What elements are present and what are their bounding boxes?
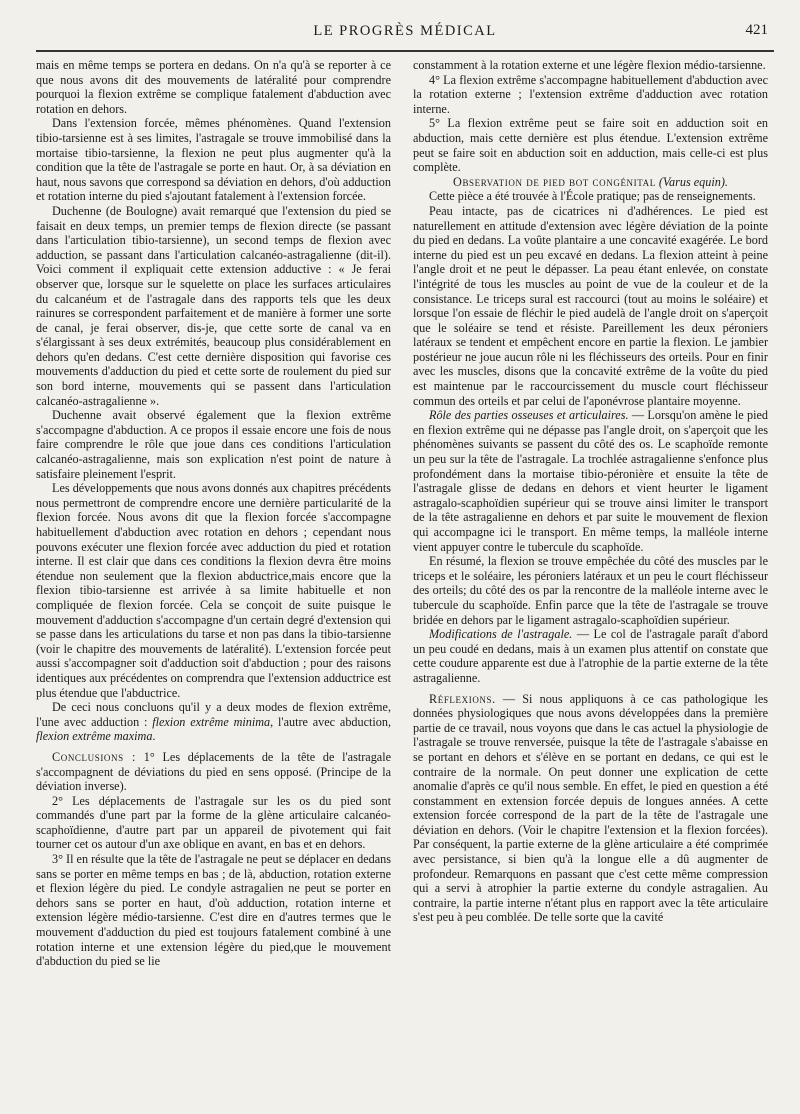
page-number: 421 xyxy=(745,22,768,38)
paragraph xyxy=(413,408,768,554)
page-header xyxy=(36,22,774,46)
reflexions-heading: Réflexions. xyxy=(429,691,496,706)
paragraph: 2° Les déplacements de l'astragale sur les os du pied sont commandés d'une part par la forme de la glène articulaire calcanéo-scaphoïdienne, d'autre part par un appareil de pivotement qui fait tourner cet os autour d'un axe oblique en avant, en bas et en dehors. xyxy=(36,793,391,852)
italic-run: flexion extrême minima xyxy=(152,714,271,729)
paragraph-conclusion xyxy=(36,700,391,744)
paragraph: 3° Il en résulte que la tête de l'astragale ne peut se déplacer en dedans sans se porter en même temps en bas ; de là, abduction, rotation externe et flexion légère du pied. Le condyle astragalien ne peut se porter en dehors sans se porter en haut, d'où adduction, rotation interne et extension légère médio-tarsienne. C'est dire en d'autres termes que le mouvement d'adduction du pied est toujours fatalement combiné à une rotation interne et une extension légère du pied,que le mouvement d'abduction du pied se lie xyxy=(36,852,391,969)
paragraph: 5° La flexion extrême peut se faire soit en adduction soit en abduction, mais cette dernière est plus étendue. L'extension extrême peut se faire soit en abduction soit en adduction, mais celle-ci est plus complète. xyxy=(413,116,768,175)
right-column xyxy=(413,58,768,969)
heading-text: Observation de pied bot congénital xyxy=(453,174,656,189)
paragraph: Dans l'extension forcée, mêmes phénomènes. Quand l'extension tibio-tarsienne est à ses limites, l'astragale se trouve immobilisé dans la mortaise tibio-tarsienne, la flexion ne peut plus augmenter qu'à la condition que la tête de l'astragale se porte en haut. Or, à sa déviation en haut, nous savons que correspond sa déviation en dehors, d'où adduction et rotation interne du pied s'ajoutant fatalement à l'extension forcée. xyxy=(36,116,391,204)
paragraph: En résumé, la flexion se trouve empêchée du côté des muscles par le triceps et le soléaire, les péroniers latéraux et un peu le court fléchisseur des orteils; du côté des os par la rencontre de la malléole interne avec le tubercule du scaphoïde. Enfin parce que la tête de l'astragale se trouve bridée en dehors par le ligament astragalo-scaphoïdien supérieur. xyxy=(413,554,768,627)
paragraph xyxy=(413,627,768,685)
text-run: — Si nous appliquons à ce cas pathologique les données physiologiques que nous avons développées dans la première partie de ce travail, nous voyons que dans le cas actuel la physiologie de l'astragale se trouve renversée, puisque la tête de l'astragale s'abaisse en se portant en dehors et s'élève en se portant en dedans, ce qui est le contraire de la normale. On peut donner une explication de cette anomalie d'après ce qu'il nous semble. En effet, le pied en question a été constamment en extension forcée depuis de longues années. A cette extension forcée correspond de la part de la tête de l'astragale une déviation en dehors. (Voir le chapitre l'extension et la flexion forcées). Par conséquent, la partie externe de la glène articulaire a été comprimée avec persistance, si bien qu'à la longue elle a dû augmenter de profondeur. Remarquons en passant que c'est cette même compression qui a servi à atrophier la partie externe du condyle astragalien. Au contraire, la partie interne n'étant plus en rapport avec la tête articulaire s'est peu à peu comblée. De telle sorte que la cavité xyxy=(413,691,768,925)
paragraph: Duchenne (de Boulogne) avait remarqué que l'extension du pied se faisait en deux temps, un premier temps de flexion directe (se passant dans l'articulation tibio-tarsienne), un second temps de flexion avec adduction, se passant dans l'articulation calcanéo-astragalienne (dit-il). Voici comment il expliquait cette extension adductive : « Je ferai observer que, lorsque sur le squelette on place les surfaces articulaires du calcanéum et de l'astragale dans des rapports tels que les deux rainures se correspondent parfaitement et de manière à former une sorte de canal, je ferai observer, dis-je, que cette sorte de canal va en s'élargissant à ses deux extrémités, beaucoup plus considérablement en dehors qu'en dedans. C'est cette dernière disposition qui favorise ces mouvements d'adduction du pied et cette sorte de roulement du pied sur son bord interne, mouvements qui se passent dans l'articulation calcanéo-astragalienne ». xyxy=(36,203,391,408)
text-run: De ceci nous concluons qu'il y a deux modes de flexion extrême, l'une avec adduction : xyxy=(36,700,391,729)
paragraph: Duchenne avait observé également que la flexion extrême s'accompagne d'abduction. A ce propos il essaie encore une fois de nous faire comprendre le rôle que joue dans ces conditions l'articulation calcanéo-astragalienne, mais son explication n'est point de nature à satisfaire pleinement l'esprit. xyxy=(36,408,391,481)
paragraph: constamment à la rotation externe et une légère flexion médio-tarsienne. xyxy=(413,58,766,72)
text-run: — Lorsqu'on amène le pied en flexion extrême qui ne dépasse pas l'angle droit, on s'aperçoit que les phénomènes suivants se passent du côté des os. Le scaphoïde remonte un peu sur la tête de l'astragale. La trochlée astragalienne s'enfonce plus profondément dans la mortaise tibio-péronière et ensuite la tête de l'astragale glisse de dedans en dehors et vient heurter le ligament astragalo-scaphoïdien supérieur qui se trouve ainsi limiter le transport de la tête astragalienne en dehors et par suite le mouvement de flexion qui accompagne ici le transport. En même temps, la malléole interne vient appuyer contre le tubercule du scaphoïde. xyxy=(413,408,768,554)
text-run: , l'autre avec abduction, xyxy=(270,714,392,729)
text-run: . xyxy=(152,729,156,744)
header-rule xyxy=(36,50,774,52)
paragraph: Les développements que nous avons donnés aux chapitres précédents nous permettront de comprendre encore une dernière particularité de la flexion forcée. Nous avons dit que la flexion forcée s'accompagne habituellement d'abduction avec rotation en dehors ; cependant nous pouvons exécuter une flexion forcée avec adduction du pied et rotation interne. Il est clair que dans ces conditions la flexion devra être moins étendue non seulement que la flexion abductrice,mais encore que la flexion tibio-tarsienne est arrivée à sa limite habituelle et non compliquée de flexion forcée. Cela se conçoit de suite puisque le mouvement d'adduction s'accompagne d'un certain degré d'extension qui se passe dans les articulations du tarse et non pas dans la tibio-tarsienne (voir le chapitre des mouvements de latéralité). L'extension forcée peut aussi s'accompagner soit d'adduction soit d'abduction ; pour des raisons identiques aux précédentes on comprendra que l'extension adductrice est plus étendue que l'abductrice. xyxy=(36,481,391,700)
italic-run: flexion extrême maxima xyxy=(36,729,153,744)
paragraph-conclusions xyxy=(36,750,391,794)
italic-run: Modifications de l'astragale. xyxy=(429,627,573,642)
paragraph xyxy=(413,692,768,926)
paragraph: 4° La flexion extrême s'accompagne habituellement d'abduction avec la rotation externe ; l'extension extrême d'adduction avec rotation interne. xyxy=(413,72,768,116)
left-column xyxy=(36,58,391,969)
conclusions-heading: Conclusions : xyxy=(52,749,137,764)
section-heading xyxy=(413,175,768,190)
paragraph: Peau intacte, pas de cicatrices ni d'adhérences. Le pied est naturellement en attitude d'extension avec légère déviation de la pointe du pied en dedans. La voûte plantaire a une concavité exagérée. Le bord interne du pied est un peu excavé en dedans. La flexion atteint à peine l'angle droit et ne peut le dépasser. La peau étant enlevée, on constate l'intégrité de tous les muscles au point de vue de la couleur et de la consistance. Le triceps sural est raccourci (tout au moins le soléaire) et lorsque l'on essaie de fléchir le pied audelà de l'angle droit on s'aperçoit que le soléaire se tend et résiste. Pareillement les deux péroniers latéraux se tendent et empêchent encore en partie la flexion. Le jambier postérieur ne joue aucun rôle ni les fléchisseurs des orteils. Pour en finir avec les muscles, disons que la concavité extrême de la voûte du pied est maintenue par le raccourcissement du muscle court fléchisseur commun des orteils et par celui de l'aponévrose plantaire moyenne. xyxy=(413,203,768,408)
paragraph: Cette pièce a été trouvée à l'École pratique; pas de renseignements. xyxy=(429,189,756,204)
heading-italic: (Varus equin). xyxy=(658,174,728,189)
journal-title: LE PROGRÈS MÉDICAL xyxy=(313,23,497,39)
text-run: — Le col de l'astragale paraît d'abord un peu coudé en dedans, mais à un examen plus attentif on constate que cette coudure apparente est due à l'atrophie de la partie externe de la tête astragalienne. xyxy=(413,627,768,685)
text-run: 1° Les déplacements de la tête de l'astragale s'accompagnent de déviations du pied en sens opposé. (Principe de la déviation inverse). xyxy=(36,749,391,794)
text-columns xyxy=(36,58,774,969)
italic-run: Rôle des parties osseuses et articulaires. xyxy=(429,408,629,423)
paragraph: mais en même temps se portera en dedans. On n'a qu'à se reporter à ce que nous avons dit des mouvements de latéralité pour comprendre pourquoi la flexion extrême se complique fatalement d'abduction avec rotation en dehors. xyxy=(36,58,391,116)
